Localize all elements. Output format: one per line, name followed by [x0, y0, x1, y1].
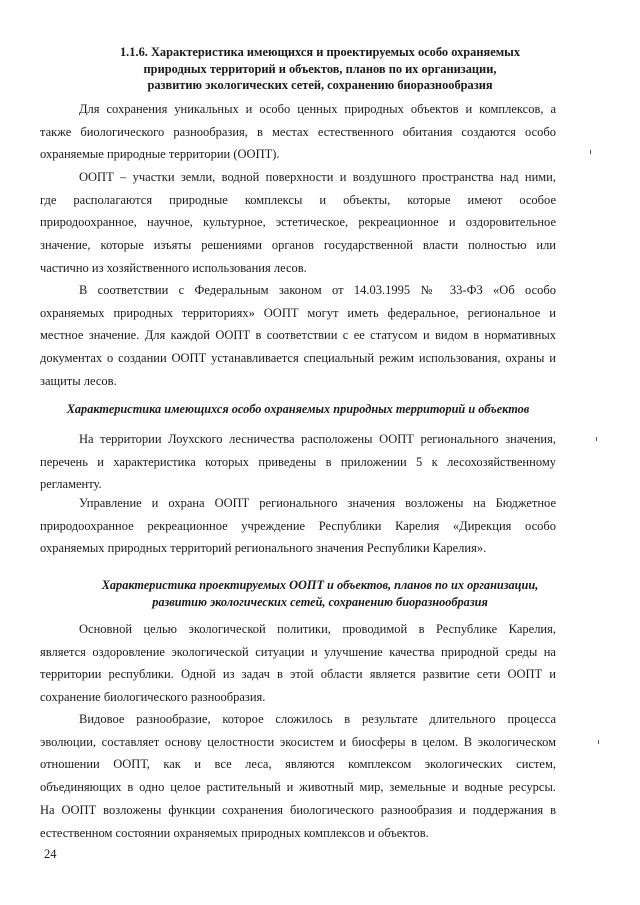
- text-line: Управление и охрана ООПТ регионального значения возложены на Бюджетное: [79, 496, 556, 510]
- text-line: Для сохранения уникальных и особо ценных природных объектов и комплексов, а: [79, 102, 556, 116]
- text-line: территории республики. Одной из задач в этой области является развитие сети ООПТ и: [40, 667, 556, 682]
- paragraph-planned-2: [40, 708, 556, 844]
- text-line: На ООПТ возложены функции сохранения биологического разнообразия и поддержания в: [40, 802, 556, 817]
- text-line: защиты лесов.: [40, 373, 117, 388]
- text-line: регламенту.: [40, 477, 102, 492]
- heading-line: Характеристика проектируемых ООПТ и объектов, планов по их организации,: [101, 578, 539, 592]
- planned-oopt-heading: [60, 577, 580, 610]
- text-line: также биологического разнообразия, в местах естественного обитания создаются особо: [40, 124, 556, 139]
- scan-mark: [598, 740, 599, 744]
- scan-mark: [596, 437, 597, 441]
- text-line: естественном состоянии охраняемых природных комплексов и объектов.: [40, 825, 429, 840]
- paragraph-planned-1: [40, 618, 556, 709]
- text-line: охраняемые природные территории (ООПТ).: [40, 147, 280, 162]
- text-line: Видовое разнообразие, которое сложилось в результате длительного процесса: [79, 712, 556, 726]
- text-line: Основной целью экологической политики, проводимой в Республике Карелия,: [79, 622, 556, 636]
- section-title: [60, 44, 580, 94]
- text-line: ООПТ – участки земли, водной поверхности и воздушного пространства над ними,: [79, 170, 556, 184]
- text-line: документах о создании ООПТ устанавливается специальный режим использования, охраны и: [40, 351, 556, 366]
- existing-oopt-heading: [40, 401, 556, 418]
- section-title-line: природных территорий и объектов, планов по их организации,: [143, 61, 497, 76]
- heading-line: Характеристика имеющихся особо охраняемых природных территорий и объектов: [66, 402, 530, 416]
- heading-line: развитию экологических сетей, сохранению биоразнообразия: [152, 594, 488, 609]
- text-line: природоохранное, научное, культурное, эстетическое, рекреационное и оздоровительное: [40, 215, 556, 230]
- page-number: 24: [44, 847, 57, 861]
- text-line: В соответствии с Федеральным законом от 14.03.1995 № 33-ФЗ «Об особо: [79, 283, 556, 297]
- paragraph-intro-1: [40, 98, 556, 166]
- text-line: сохранение биологического разнообразия.: [40, 690, 266, 705]
- text-line: где располагаются природные комплексы и объекты, которые имеют особое: [40, 192, 556, 207]
- text-line: природоохранное рекреационное учреждение Республики Карелия «Дирекция особо: [40, 518, 556, 533]
- scan-mark: [590, 150, 591, 154]
- section-title-line: 1.1.6. Характеристика имеющихся и проектируемых особо охраняемых: [119, 45, 521, 59]
- text-line: охраняемых природных территорий регионального значения Республики Карелия».: [40, 541, 487, 556]
- text-line: является оздоровление экологической ситуации и улучшение качества природной среды на: [40, 644, 556, 659]
- text-line: значение, которые изъяты решениями органов государственной власти полностью или: [40, 238, 556, 253]
- paragraph-existing-2: [40, 492, 556, 560]
- text-line: охраняемых природных территориях» ООПТ могут иметь федеральное, региональное и: [40, 305, 556, 320]
- section-title-line: развитию экологических сетей, сохранению биоразнообразия: [147, 78, 493, 92]
- paragraph-existing-1: [40, 428, 556, 496]
- text-line: На территории Лоухского лесничества расположены ООПТ регионального значения,: [79, 432, 556, 446]
- text-line: отношении ООПТ, как и все леса, являются комплексом экологических систем,: [40, 757, 556, 772]
- text-line: объединяющих в одно целое растительный и животный мир, земельные и водные ресурсы.: [40, 780, 556, 795]
- text-line: местное значение. Для каждой ООПТ в соответствии с ее статусом и видом в нормативных: [40, 328, 556, 343]
- paragraph-intro-2: [40, 166, 556, 280]
- text-line: перечень и характеристика которых приведены в приложении 5 к лесохозяйственному: [40, 454, 556, 469]
- text-line: частично из хозяйственного использования лесов.: [40, 260, 307, 275]
- paragraph-intro-3: [40, 279, 556, 393]
- text-line: эволюции, составляет основу целостности экосистем и биосферы в целом. В экологическом: [40, 734, 556, 749]
